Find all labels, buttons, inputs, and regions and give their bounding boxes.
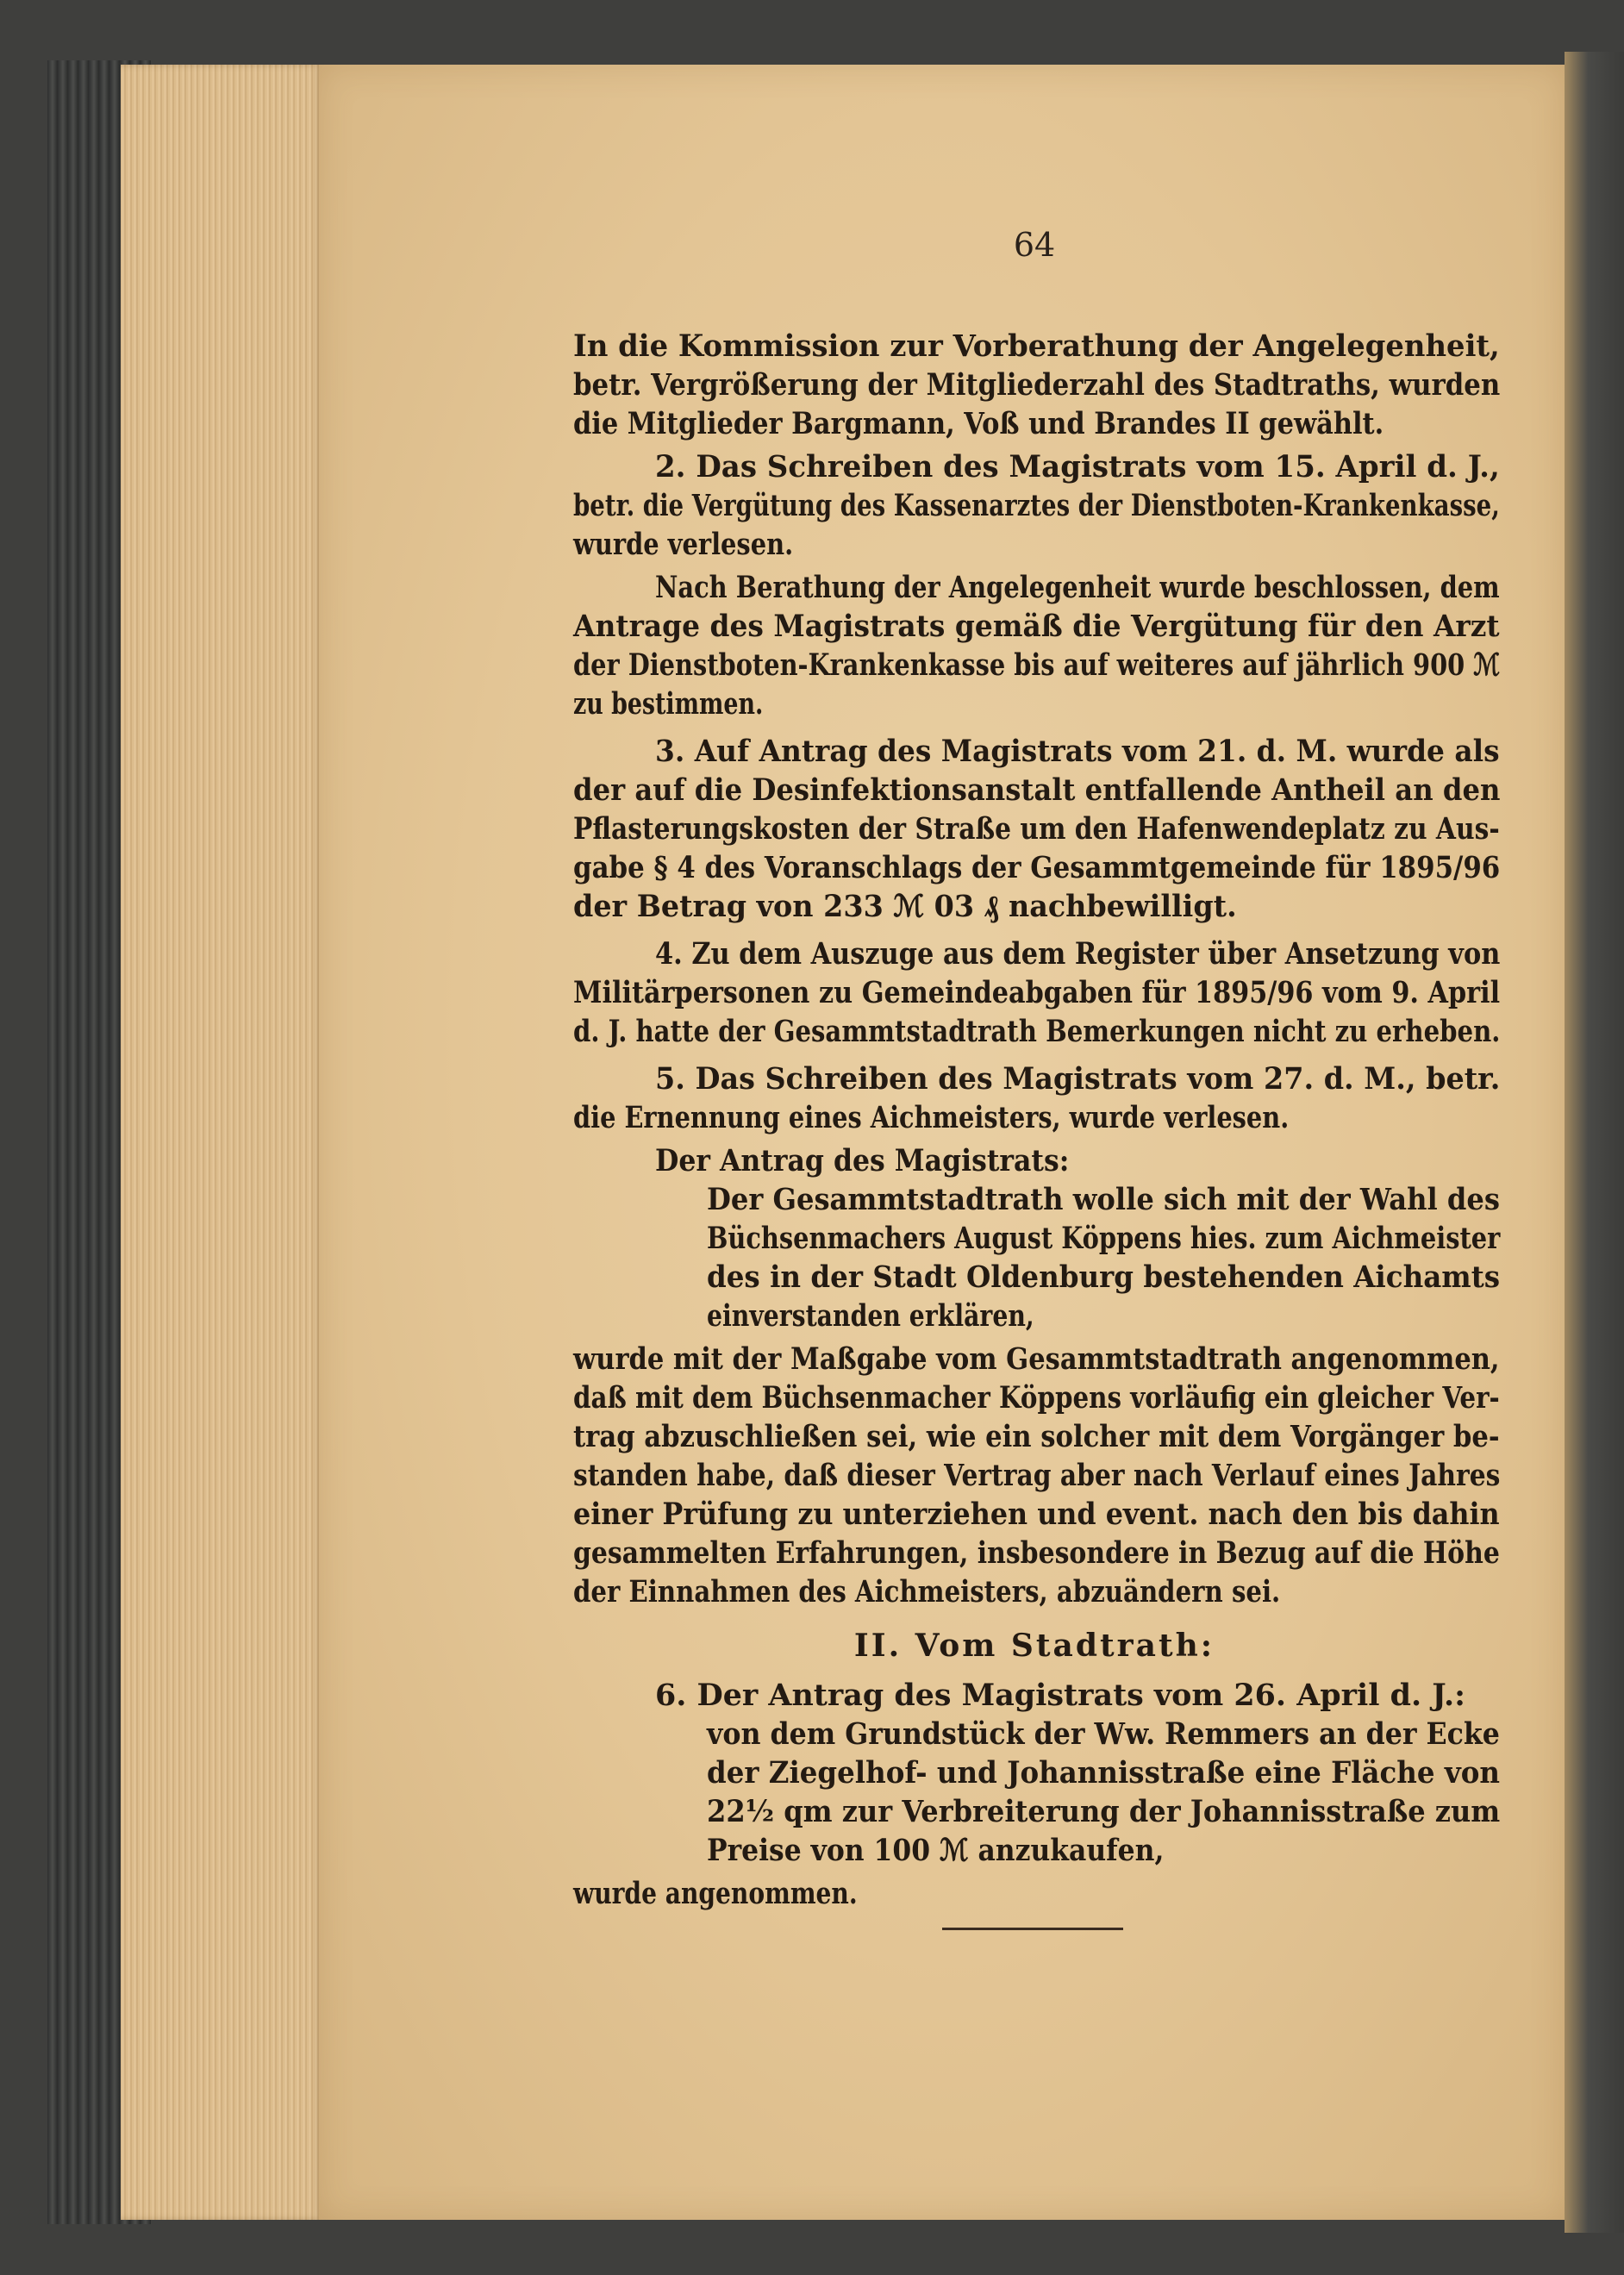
text-line: gabe § 4 des Voranschlags der Gesammtgemeinde für 1895/96 bbox=[573, 850, 1501, 885]
text-line: Der Antrag des Magistrats: bbox=[655, 1143, 1070, 1178]
text-line: der auf die Desinfektionsanstalt entfallende Antheil an den bbox=[573, 772, 1501, 808]
text-line: einverstanden erklären, bbox=[707, 1298, 1034, 1334]
page-edges-stack bbox=[121, 65, 323, 2220]
text-line: daß mit dem Büchsenmacher Köppens vorläufig ein gleicher Ver- bbox=[573, 1380, 1500, 1416]
text-line: standen habe, daß dieser Vertrag aber nach Verlauf eines Jahres bbox=[573, 1458, 1501, 1493]
text-line: einer Prüfung zu unterziehen und event. nach den bis dahin bbox=[573, 1497, 1500, 1532]
text-line: Büchsenmachers August Köppens hies. zum Aichmeister bbox=[707, 1221, 1501, 1256]
text-line: 6. Der Antrag des Magistrats vom 26. April d. J.: bbox=[655, 1678, 1465, 1713]
text-line: die Ernennung eines Aichmeisters, wurde verlesen. bbox=[573, 1100, 1290, 1135]
text-line: der Dienstboten-Krankenkasse bis auf weiteres auf jährlich 900 ℳ bbox=[573, 647, 1501, 683]
text-line: trag abzuschließen sei, wie ein solcher mit dem Vorgänger be- bbox=[573, 1419, 1500, 1454]
text-line: Preise von 100 ℳ anzukaufen, bbox=[707, 1833, 1165, 1868]
text-line: wurde verlesen. bbox=[573, 527, 794, 562]
text-line: 3. Auf Antrag des Magistrats vom 21. d. M. wurde als bbox=[655, 734, 1500, 769]
text-line: betr. Vergrößerung der Mitgliederzahl des Stadtraths, wurden bbox=[573, 367, 1501, 403]
text-line: der Einnahmen des Aichmeisters, abzuändern sei. bbox=[573, 1574, 1281, 1609]
text-line: Militärpersonen zu Gemeindeabgaben für 1895/96 vom 9. April bbox=[573, 975, 1501, 1010]
facing-page-edge bbox=[1565, 52, 1624, 2233]
text-line: In die Kommission zur Vorberathung der Angelegenheit, bbox=[573, 328, 1500, 364]
text-line: des in der Stadt Oldenburg bestehenden Aichamts bbox=[707, 1259, 1501, 1295]
closing-rule bbox=[942, 1928, 1123, 1930]
text-line: 5. Das Schreiben des Magistrats vom 27. d. M., betr. bbox=[655, 1061, 1501, 1097]
text-line: der Ziegelhof- und Johannisstraße eine Fläche von bbox=[707, 1755, 1500, 1791]
text-line: d. J. hatte der Gesammtstadtrath Bemerkungen nicht zu erheben. bbox=[573, 1014, 1501, 1049]
text-line: von dem Grundstück der Ww. Remmers an der Ecke bbox=[707, 1716, 1500, 1752]
text-line: Nach Berathung der Angelegenheit wurde beschlossen, dem bbox=[655, 570, 1500, 605]
page-number: 64 bbox=[1013, 226, 1056, 264]
text-line: wurde angenommen. bbox=[573, 1876, 858, 1911]
section-heading: II. Vom Stadtrath: bbox=[853, 1628, 1215, 1664]
text-line: zu bestimmen. bbox=[573, 686, 764, 722]
text-line: wurde mit der Maßgabe vom Gesammtstadtrath angenommen, bbox=[573, 1341, 1500, 1377]
text-line: 4. Zu dem Auszuge aus dem Register über Ansetzung von bbox=[655, 936, 1501, 972]
text-line: betr. die Vergütung des Kassenarztes der Dienstboten-Krankenkasse, bbox=[573, 488, 1500, 523]
text-line: gesammelten Erfahrungen, insbesondere in Bezug auf die Höhe bbox=[573, 1535, 1500, 1571]
text-line: 2. Das Schreiben des Magistrats vom 15. April d. J., bbox=[655, 449, 1500, 484]
text-line: Pflasterungskosten der Straße um den Hafenwendeplatz zu Aus- bbox=[573, 811, 1500, 847]
text-line: Antrage des Magistrats gemäß die Vergütung für den Arzt bbox=[573, 609, 1500, 644]
text-line: 22½ qm zur Verbreiterung der Johannisstraße zum bbox=[707, 1794, 1501, 1829]
text-line: Der Gesammtstadtrath wolle sich mit der Wahl des bbox=[707, 1182, 1500, 1217]
text-line: der Betrag von 233 ℳ 03 ₰ nachbewilligt. bbox=[573, 889, 1237, 924]
text-line: die Mitglieder Bargmann, Voß und Brandes II gewählt. bbox=[573, 406, 1384, 441]
